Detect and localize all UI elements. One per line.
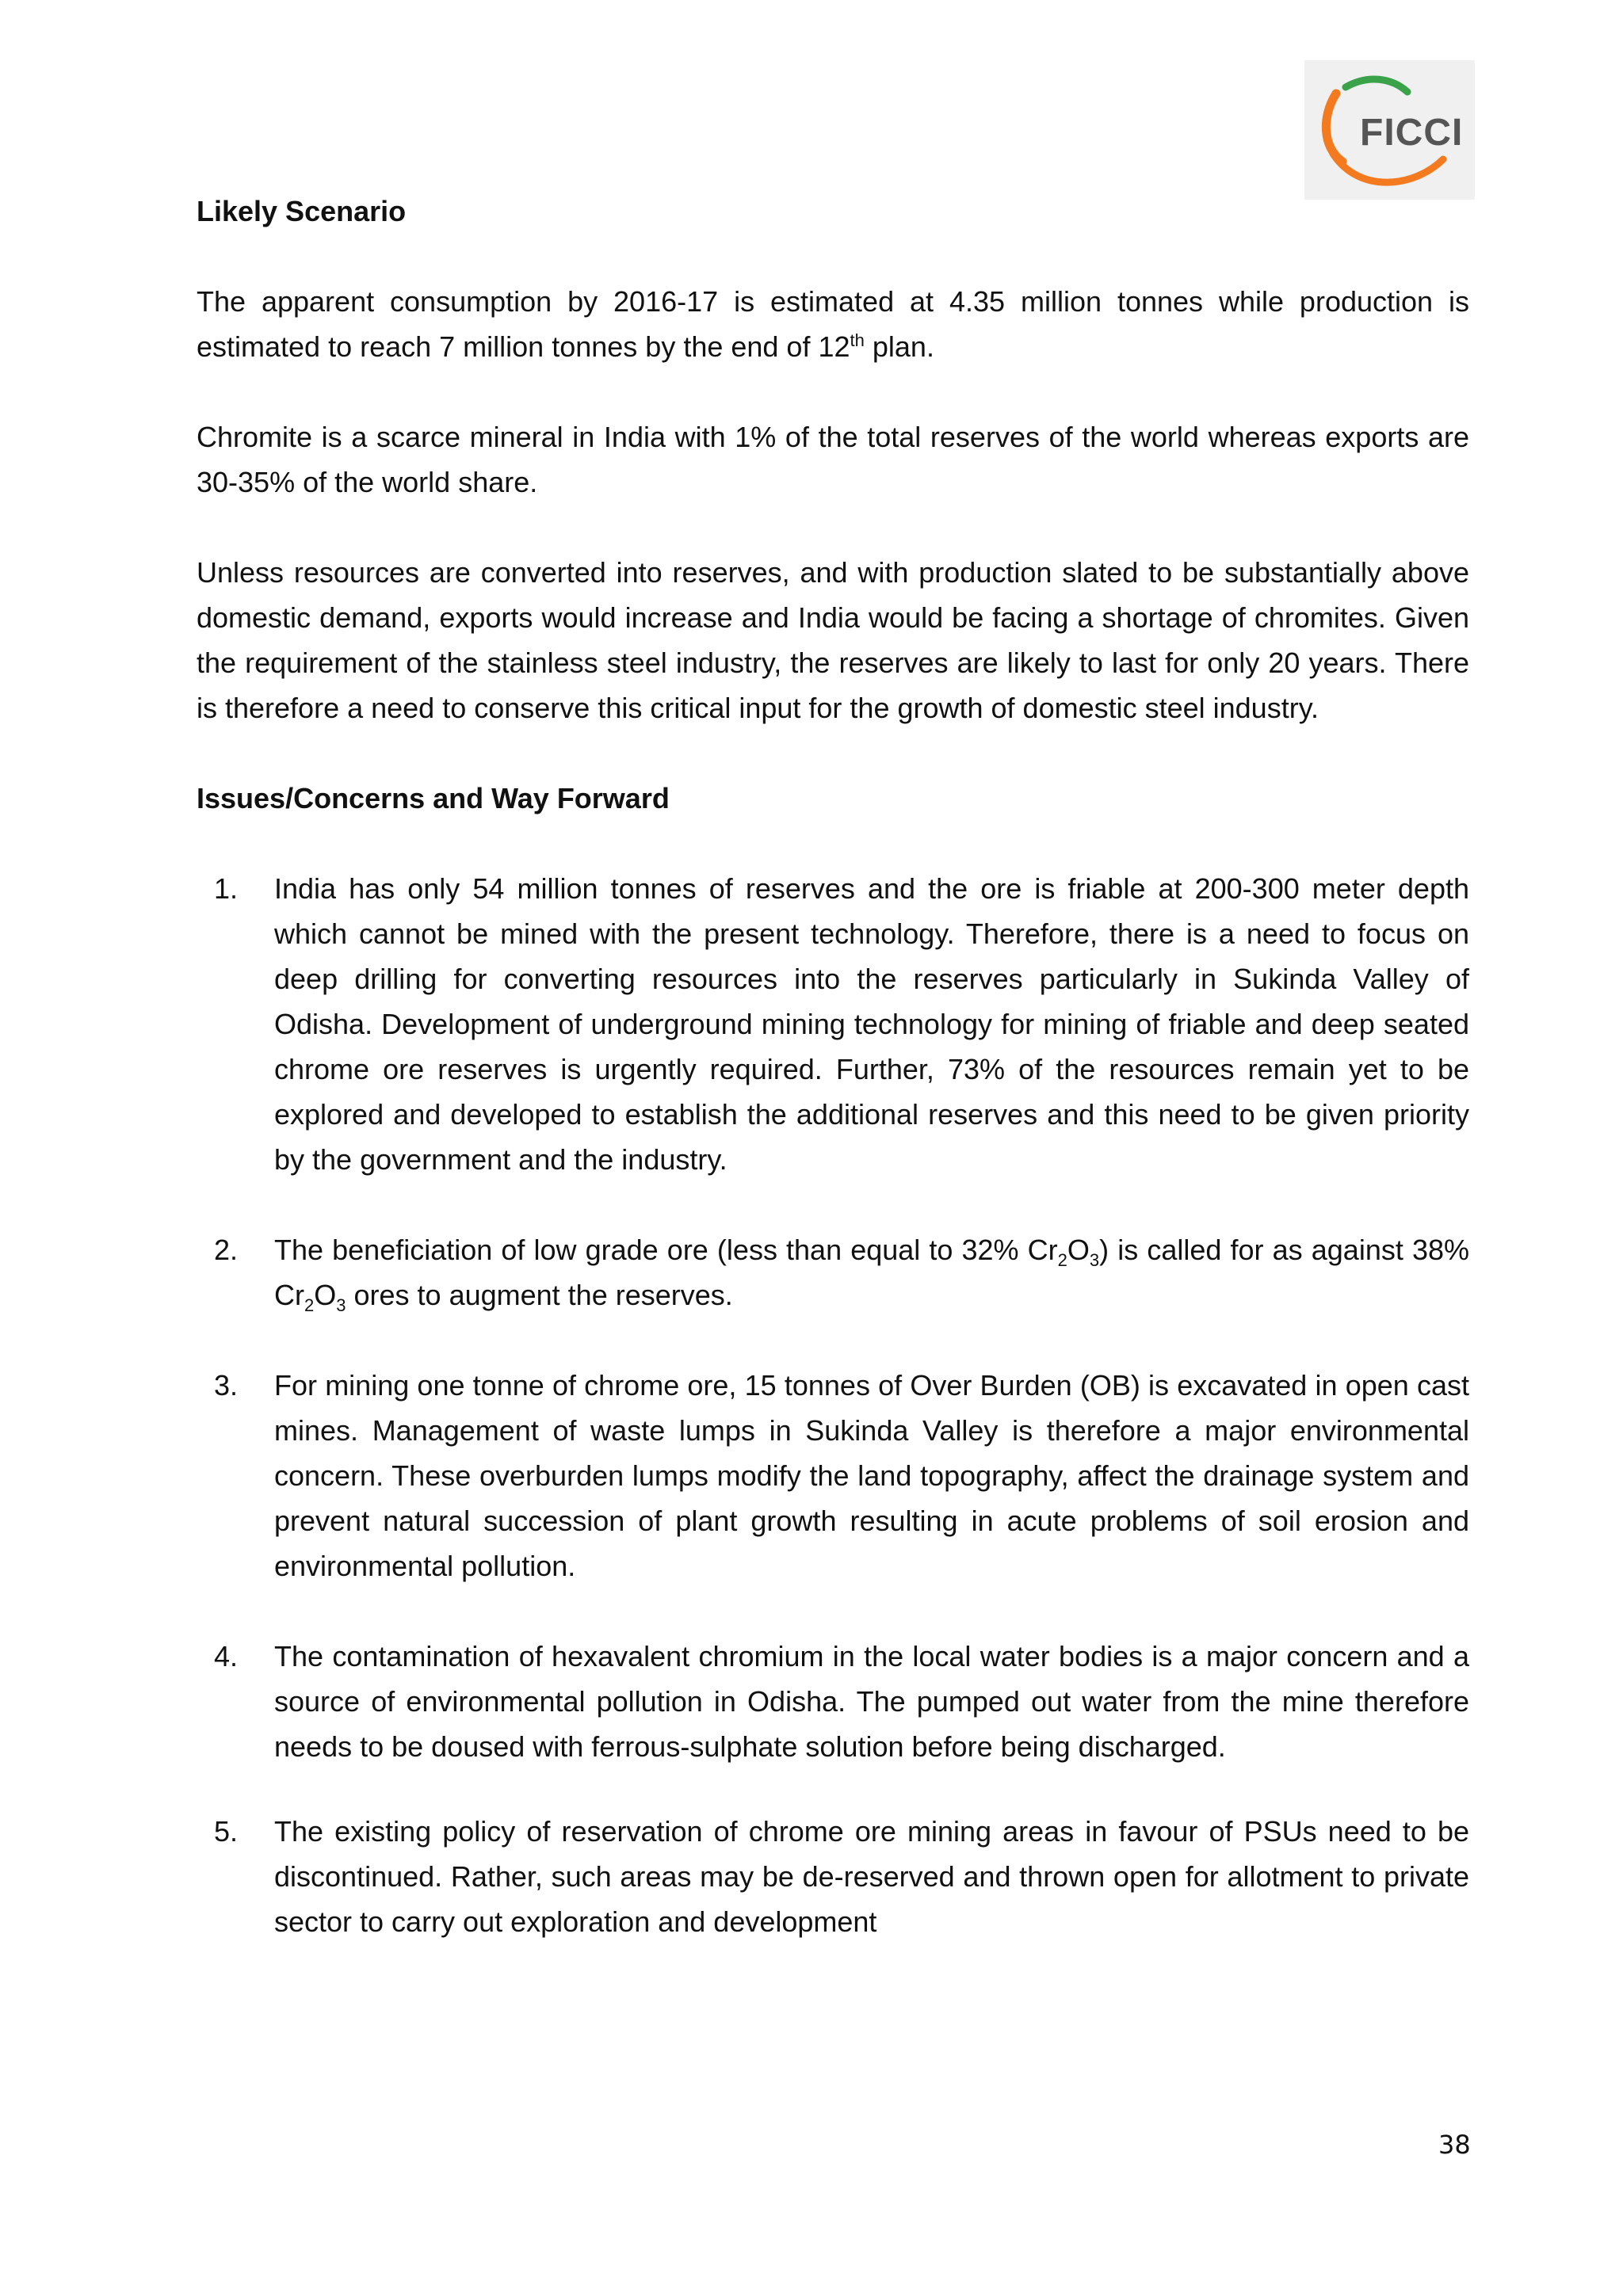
list-number: 5. bbox=[214, 1815, 239, 1848]
list-item-5 bbox=[197, 1809, 1469, 1944]
list-item-text: The beneficiation of low grade ore (less than equal to 32% $Cr_2O_3$) is called for as against 38% $Cr_2O_3$ ores to augment the reserves. bbox=[274, 1234, 1469, 1316]
page-number: 38 bbox=[1438, 2130, 1471, 2160]
list-item-text: The existing policy of reservation of chrome ore mining areas in favour of PSUs need to be discontinued. Rather, such areas may be de-reserved and thrown open for allotment to private sector to carry out exploration and development bbox=[274, 1815, 1469, 1938]
list-number: 1. bbox=[214, 872, 239, 905]
paragraph-reserves-outlook: Unless resources are converted into reserves, and with production slated to be substantially above domestic demand, exports would increase and India would be facing a shortage of chromites. Given the requirement of the stainless steel industry, the reserves are likely to last for only 20 years. There is therefore a need to conserve this critical input for the growth of domestic steel industry. bbox=[197, 556, 1469, 724]
paragraph-chromite-scarcity: Chromite is a scarce mineral in India with 1% of the total reserves of the world whereas exports are 30-35% of the world share. bbox=[197, 421, 1469, 498]
paragraph-consumption: The apparent consumption by 2016-17 is estimated at 4.35 million tonnes while production is estimated to reach 7 million tonnes by the end of 12th plan. bbox=[197, 285, 1469, 363]
list-item-text: The contamination of hexavalent chromium in the local water bodies is a major concern and a source of environmental pollution in Odisha. The pumped out water from the mine therefore needs to be doused with ferrous-sulphate solution before being discharged. bbox=[274, 1640, 1469, 1763]
list-number: 3. bbox=[214, 1369, 239, 1402]
list-item-3 bbox=[197, 1363, 1469, 1589]
page-content bbox=[197, 189, 1469, 1944]
list-number: 2. bbox=[214, 1234, 239, 1266]
list-item-text: For mining one tonne of chrome ore, 15 tonnes of Over Burden (OB) is excavated in open cast mines. Management of waste lumps in Sukinda Valley is therefore a major environmental concern. These overburden lumps modify the land topography, affect the drainage system and prevent natural succession of plant growth resulting in acute problems of soil erosion and environmental pollution. bbox=[274, 1369, 1469, 1582]
list-item-2 bbox=[197, 1227, 1469, 1318]
list-item-1 bbox=[197, 866, 1469, 1182]
list-number: 4. bbox=[214, 1640, 239, 1672]
ficci-logo-text: FICCI bbox=[1360, 112, 1464, 154]
section-heading-issues: Issues/Concerns and Way Forward bbox=[197, 782, 670, 814]
section-heading-likely-scenario: Likely Scenario bbox=[197, 195, 407, 227]
list-item-text: India has only 54 million tonnes of reserves and the ore is friable at 200-300 meter depth which cannot be mined with the present technology. Therefore, there is a need to focus on deep drilling for converting resources into the reserves particularly in Sukinda Valley of Odisha. Development of underground mining technology for mining of friable and deep seated chrome ore reserves is urgently required. Further, 73% of the resources remain yet to be explored and developed to establish the additional reserves and this need to be given priority by the government and the industry. bbox=[274, 872, 1469, 1176]
list-item-4 bbox=[197, 1634, 1469, 1769]
